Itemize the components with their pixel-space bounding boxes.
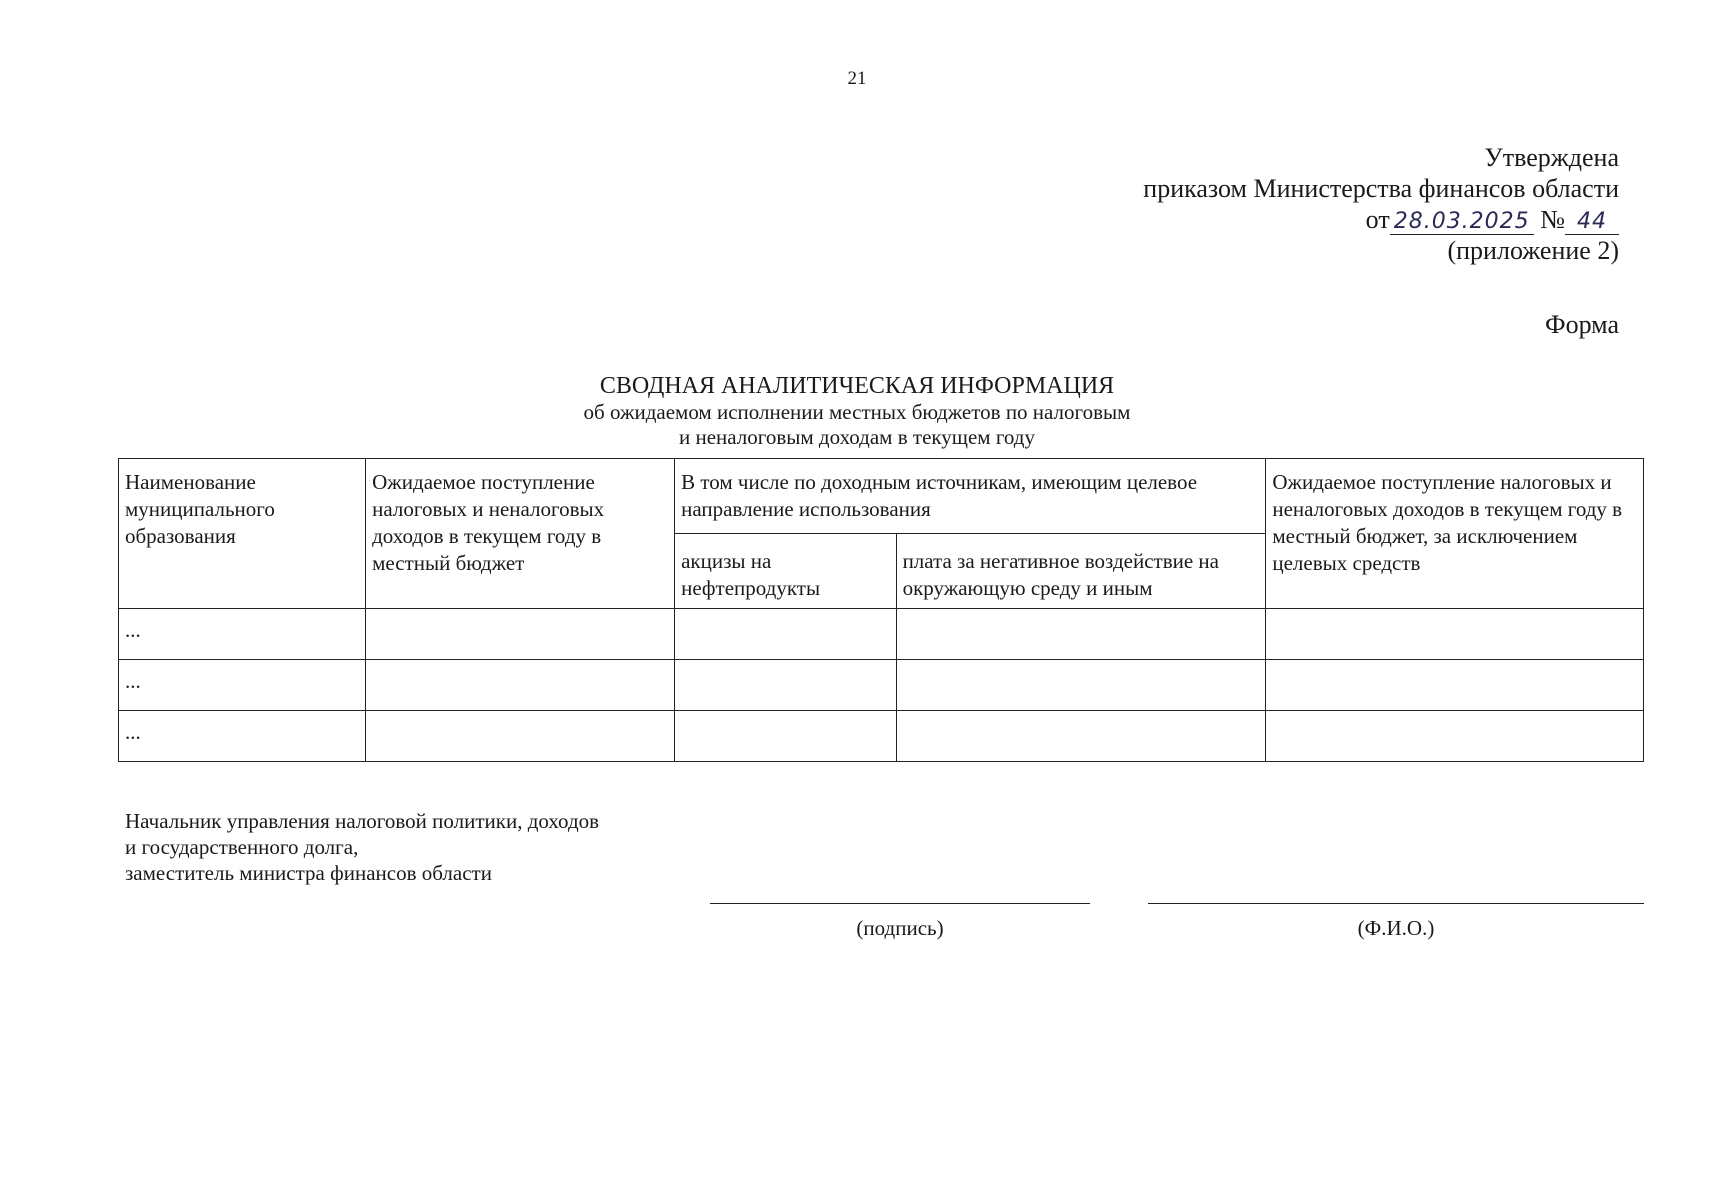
handwritten-number: 44: [1565, 210, 1619, 235]
header-municipality: Наименование муниципального образования: [119, 459, 366, 609]
handwritten-date: 28.03.2025: [1390, 210, 1534, 235]
title-sub-2: и неналоговым доходам в текущем году: [679, 425, 1035, 449]
table-cell: [896, 711, 1266, 762]
table-cell: [366, 609, 675, 660]
table-cell: [896, 609, 1266, 660]
table-cell: ...: [119, 609, 366, 660]
signer-line-2: и государственного долга,: [125, 835, 359, 859]
budget-info-table: [118, 458, 1644, 762]
table-cell: [1266, 609, 1644, 660]
date-prefix: от: [1365, 205, 1390, 234]
name-caption: (Ф.И.О.): [1357, 916, 1435, 940]
document-title: [0, 372, 1714, 450]
page-number: 21: [847, 68, 867, 89]
header-expected-revenue: Ожидаемое поступление налоговых и неналоговых доходов в текущем году в местный бюджет: [366, 459, 675, 609]
approval-date-line: [1143, 204, 1619, 235]
table-cell: [366, 660, 675, 711]
name-line: [1148, 903, 1644, 904]
signer-title: [125, 808, 599, 886]
table-cell: [896, 660, 1266, 711]
table-row: [119, 660, 1644, 711]
approval-line-1: Утверждена: [1484, 143, 1619, 172]
table-cell: ...: [119, 660, 366, 711]
approval-line-2: приказом Министерства финансов области: [1143, 174, 1619, 203]
signer-line-3: заместитель министра финансов области: [125, 861, 492, 885]
approval-block: [1143, 142, 1619, 266]
table-header-row: [119, 459, 1644, 534]
number-sign: №: [1540, 205, 1565, 234]
table-cell: ...: [119, 711, 366, 762]
signature-caption: (подпись): [856, 916, 944, 940]
approval-line-4: (приложение 2): [1447, 236, 1619, 265]
signature-line: [710, 903, 1090, 904]
header-environmental-fee: плата за негативное воздействие на окружающую среду и иным: [896, 534, 1266, 609]
table-row: [119, 711, 1644, 762]
table-cell: [1266, 711, 1644, 762]
form-label: Форма: [1545, 310, 1619, 339]
header-excise-petroleum: акцизы на нефтепродукты: [675, 534, 896, 609]
signer-line-1: Начальник управления налоговой политики, доходов: [125, 809, 600, 833]
table-cell: [366, 711, 675, 762]
table-cell: [1266, 660, 1644, 711]
table-cell: [675, 660, 896, 711]
header-targeted-sources: В том числе по доходным источникам, имеющим целевое направление использования: [675, 459, 1266, 534]
table-cell: [675, 711, 896, 762]
title-main: СВОДНАЯ АНАЛИТИЧЕСКАЯ ИНФОРМАЦИЯ: [599, 373, 1115, 399]
table-row: [119, 609, 1644, 660]
header-revenue-excluding-targeted: Ожидаемое поступление налоговых и неналоговых доходов в текущем году в местный бюджет, за исключением целевых средств: [1266, 459, 1644, 609]
title-sub-1: об ожидаемом исполнении местных бюджетов по налоговым: [583, 400, 1131, 424]
table-cell: [675, 609, 896, 660]
